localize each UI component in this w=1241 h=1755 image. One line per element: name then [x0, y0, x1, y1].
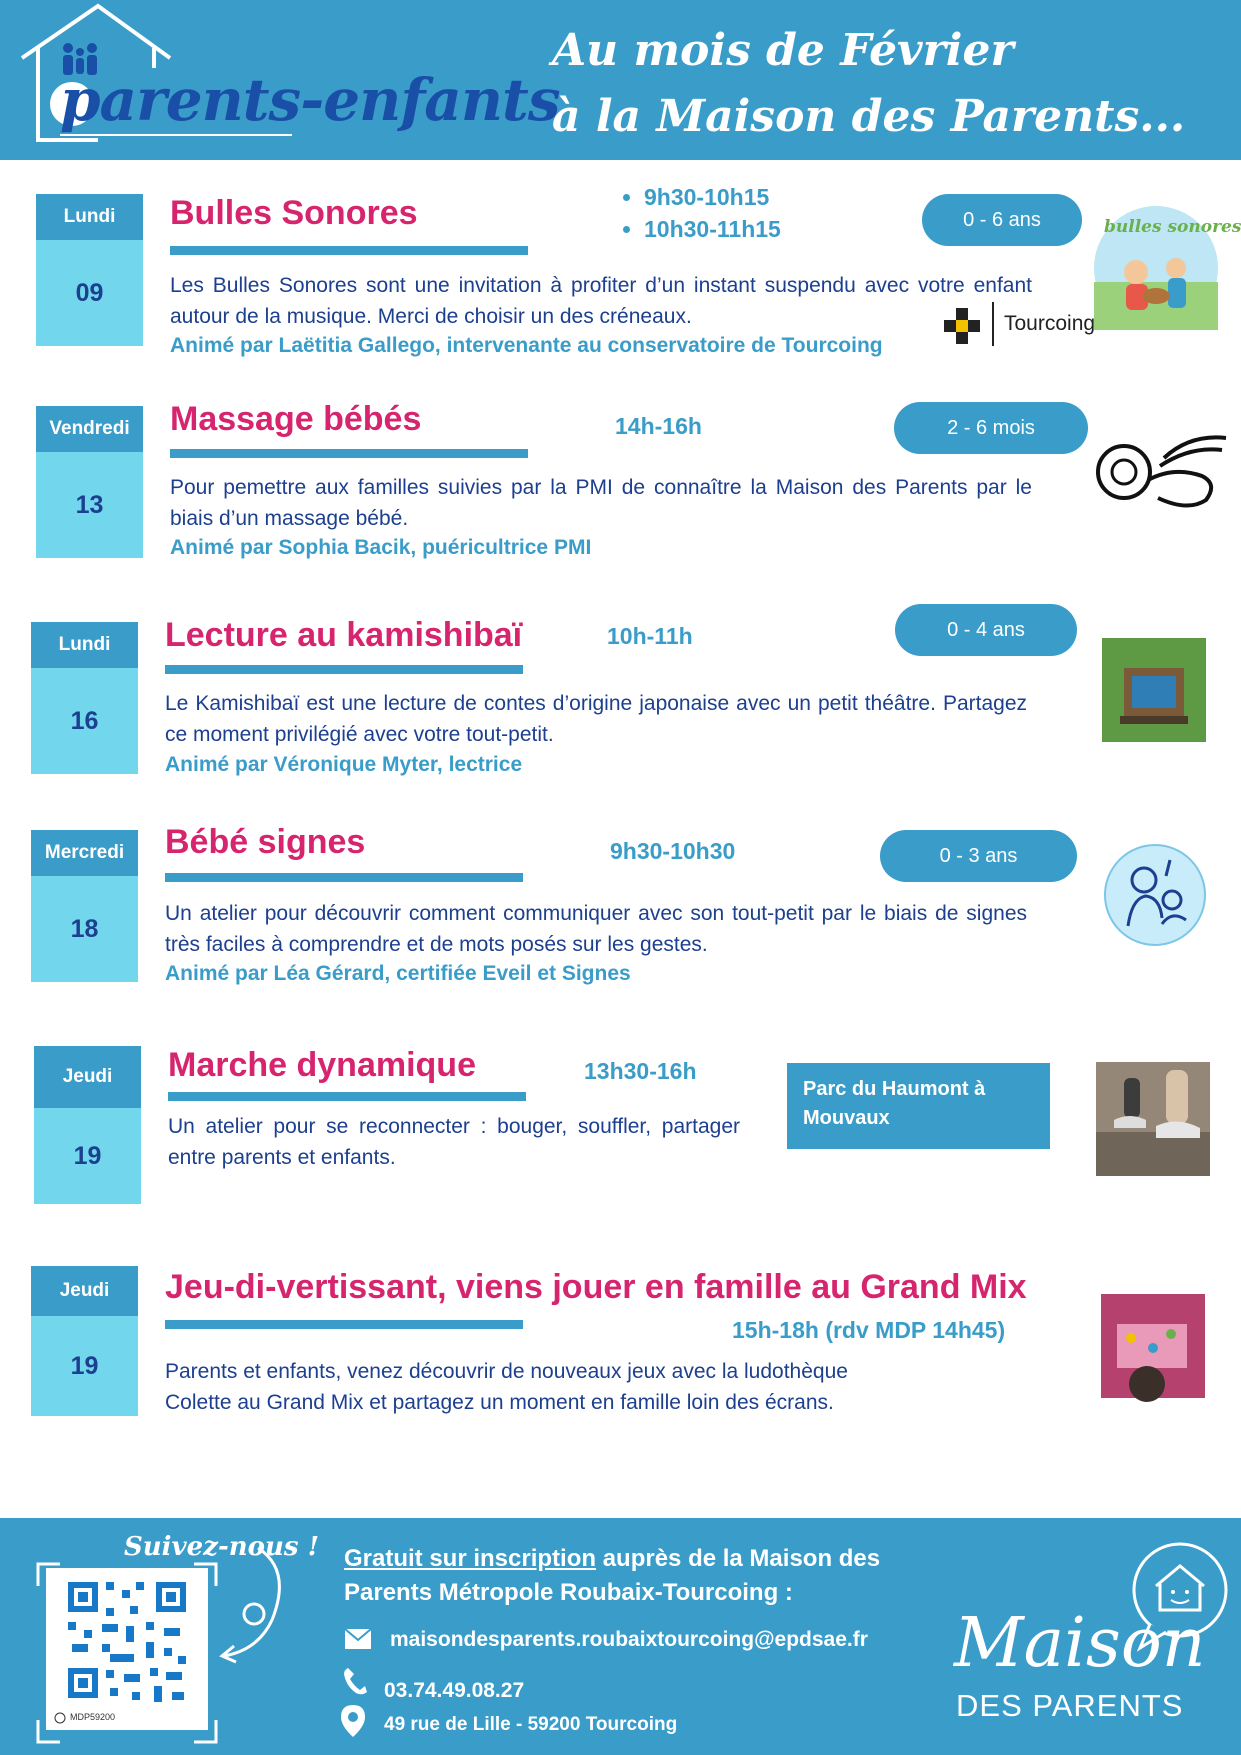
- age-badge: 0 - 6 ans: [922, 194, 1082, 246]
- age-badge: 0 - 4 ans: [895, 604, 1077, 656]
- event-animator: Animé par Sophia Bacik, puéricultrice PMI: [170, 536, 592, 559]
- date-number: 16: [31, 668, 138, 774]
- logo-underline: [60, 134, 292, 136]
- description-line-1: Parents et enfants, venez découvrir de nouveaux jeux avec la ludothèque: [165, 1360, 848, 1383]
- kamishibai-theatre-icon: [1102, 638, 1206, 742]
- qr-caption: MDP59200: [70, 1712, 116, 1722]
- event-time: 9h30-10h30: [610, 838, 736, 864]
- event-time: 10h-11h: [607, 623, 693, 649]
- event-title: Jeu-di-vertissant, viens jouer en famille au Grand Mix: [165, 1268, 1027, 1306]
- date-number: 19: [31, 1316, 138, 1416]
- event-description: Le Kamishibaï est une lecture de contes d’origine japonaise avec un petit théâtre. Partagez ce moment privilégié avec votre tout-petit.: [165, 692, 1027, 746]
- phone-number[interactable]: 03.74.49.08.27: [384, 1679, 525, 1702]
- time-slot: • 9h30-10h15: [644, 181, 781, 213]
- event-title: Bébé signes: [165, 823, 366, 861]
- date-box: [34, 1046, 141, 1204]
- date-box: [31, 622, 138, 774]
- event-description: [165, 1356, 985, 1418]
- event-description: Pour pemettre aux familles suivies par la PMI de connaître la Maison des Parents par le biais d’un massage bébé.: [170, 476, 1032, 530]
- date-day: Lundi: [36, 194, 143, 240]
- follow-us-label: Suivez-nous !: [124, 1532, 320, 1562]
- family-games-photo: [1101, 1294, 1205, 1398]
- location-box: Parc du Haumont à Mouvaux: [787, 1063, 1050, 1149]
- description-line-2: Colette au Grand Mix et partagez un moment en famille loin des écrans.: [165, 1391, 834, 1414]
- bulles-sonores-logo: [1094, 206, 1241, 330]
- date-number: 09: [36, 240, 143, 346]
- tourcoing-divider: [992, 302, 994, 346]
- date-day: Lundi: [31, 622, 138, 668]
- tourcoing-logo: [942, 300, 1102, 348]
- date-box: [31, 830, 138, 982]
- date-day: Jeudi: [34, 1046, 141, 1108]
- qr-code[interactable]: [46, 1568, 208, 1730]
- games-table-icon: [1101, 1294, 1205, 1398]
- badge-text: bulles sonores: [1104, 217, 1241, 237]
- mail-icon: [344, 1628, 372, 1650]
- event-title: Massage bébés: [170, 400, 422, 438]
- event-animator: Animé par Léa Gérard, certifiée Eveil et Signes: [165, 962, 631, 985]
- header-banner: [0, 0, 1241, 160]
- title-underline: [165, 873, 523, 882]
- music-kids-icon: [1094, 206, 1241, 330]
- date-number: 19: [34, 1108, 141, 1204]
- event-title: Bulles Sonores: [170, 194, 418, 232]
- time-slots: [620, 181, 781, 245]
- baby-massage-icon: [1094, 428, 1232, 518]
- signup-info: [344, 1542, 904, 1610]
- tourcoing-label: Tourcoing: [1004, 312, 1096, 335]
- email-link[interactable]: maisondesparents.roubaixtourcoing@epdsae.fr: [390, 1628, 868, 1651]
- event-time: 13h30-16h: [584, 1058, 697, 1084]
- signup-link[interactable]: Gratuit sur inscription: [344, 1545, 597, 1572]
- date-box: [36, 194, 143, 346]
- page-title: [552, 18, 1185, 150]
- title-underline: [168, 1092, 526, 1101]
- date-number: 13: [36, 452, 143, 558]
- address: 49 rue de Lille - 59200 Tourcoing: [384, 1714, 678, 1735]
- title-underline: [170, 246, 528, 255]
- event-description: Un atelier pour découvrir comment communiquer avec son tout-petit par le biais de signes très faciles à comprendre et de mots posés sur les gestes.: [165, 902, 1027, 956]
- date-box: [36, 406, 143, 558]
- date-number: 18: [31, 876, 138, 982]
- phone-icon: [342, 1666, 368, 1696]
- date-day: Vendredi: [36, 406, 143, 452]
- date-day: Jeudi: [31, 1266, 138, 1316]
- curved-arrow-icon: [210, 1540, 300, 1660]
- event-time: 15h-18h (rdv MDP 14h45): [732, 1317, 1006, 1343]
- footer: [0, 1518, 1241, 1755]
- event-animator: Animé par Véronique Myter, lectrice: [165, 753, 523, 776]
- kamishibai-photo: [1102, 638, 1206, 742]
- title-underline: [165, 1320, 523, 1329]
- walking-photo: [1096, 1062, 1210, 1176]
- brand-logo-subtitle: DES PARENTS: [956, 1688, 1184, 1723]
- event-description: Les Bulles Sonores sont une invitation à profiter d’un instant suspendu avec votre enfant autour de la musique. Merci de choisir un des créneaux.: [170, 274, 1032, 328]
- title-line-2: à la Maison des Parents...: [552, 91, 1186, 142]
- title-line-1: Au mois de Février: [552, 25, 1014, 76]
- parent-baby-signs-icon: [1106, 846, 1206, 946]
- title-underline: [170, 449, 528, 458]
- age-badge: 0 - 3 ans: [880, 830, 1077, 882]
- date-day: Mercredi: [31, 830, 138, 876]
- time-slot: • 10h30-11h15: [644, 213, 781, 245]
- event-title: Lecture au kamishibaï: [165, 616, 523, 654]
- qr-code-icon: [46, 1568, 208, 1730]
- date-box: [31, 1266, 138, 1416]
- location-pin-icon: [340, 1704, 366, 1738]
- event-title: Marche dynamique: [168, 1046, 476, 1084]
- event-description: Un atelier pour se reconnecter : bouger, souffler, partager entre parents et enfants.: [168, 1115, 740, 1169]
- brand-logo-word: Maison: [954, 1604, 1206, 1683]
- signup-text: auprès de la Maison des Parents Métropole Roubaix-Tourcoing :: [344, 1545, 881, 1606]
- walking-shoes-icon: [1096, 1062, 1210, 1176]
- logo-text: parents-enfants: [60, 66, 560, 134]
- tourcoing-emblem-icon: [942, 306, 982, 346]
- event-animator: Animé par Laëtitia Gallego, intervenante au conservatoire de Tourcoing: [170, 334, 883, 357]
- event-time: 14h-16h: [615, 413, 702, 439]
- title-underline: [165, 665, 523, 674]
- age-badge: 2 - 6 mois: [894, 402, 1088, 454]
- bebe-signes-illustration: [1104, 844, 1206, 946]
